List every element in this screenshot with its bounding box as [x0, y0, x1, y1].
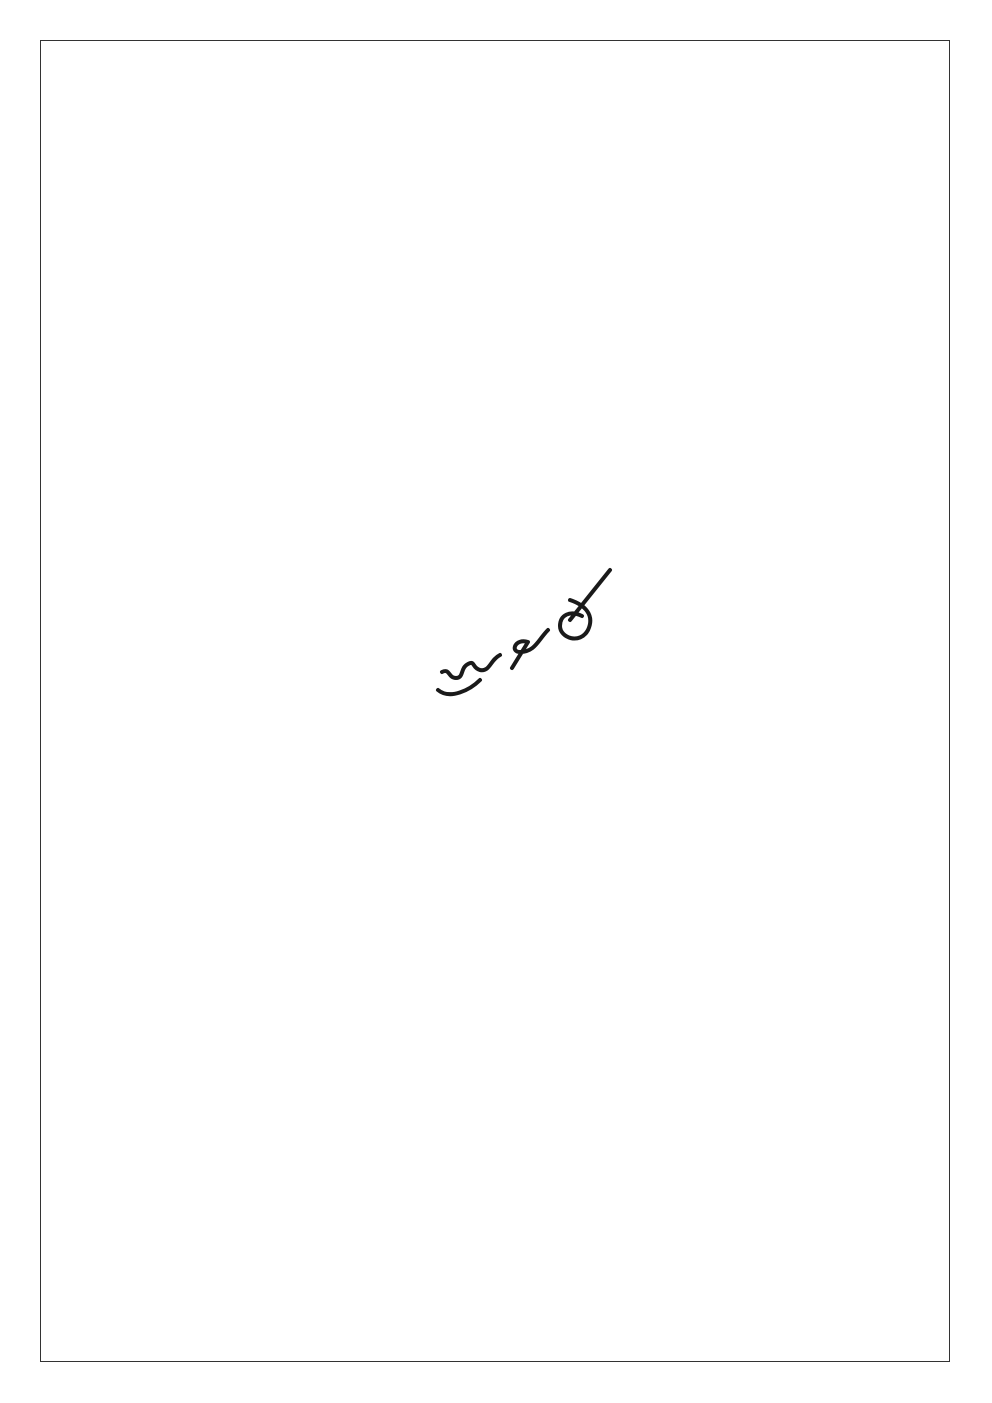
page-border: [40, 40, 950, 1362]
document-body: [73, 80, 935, 146]
